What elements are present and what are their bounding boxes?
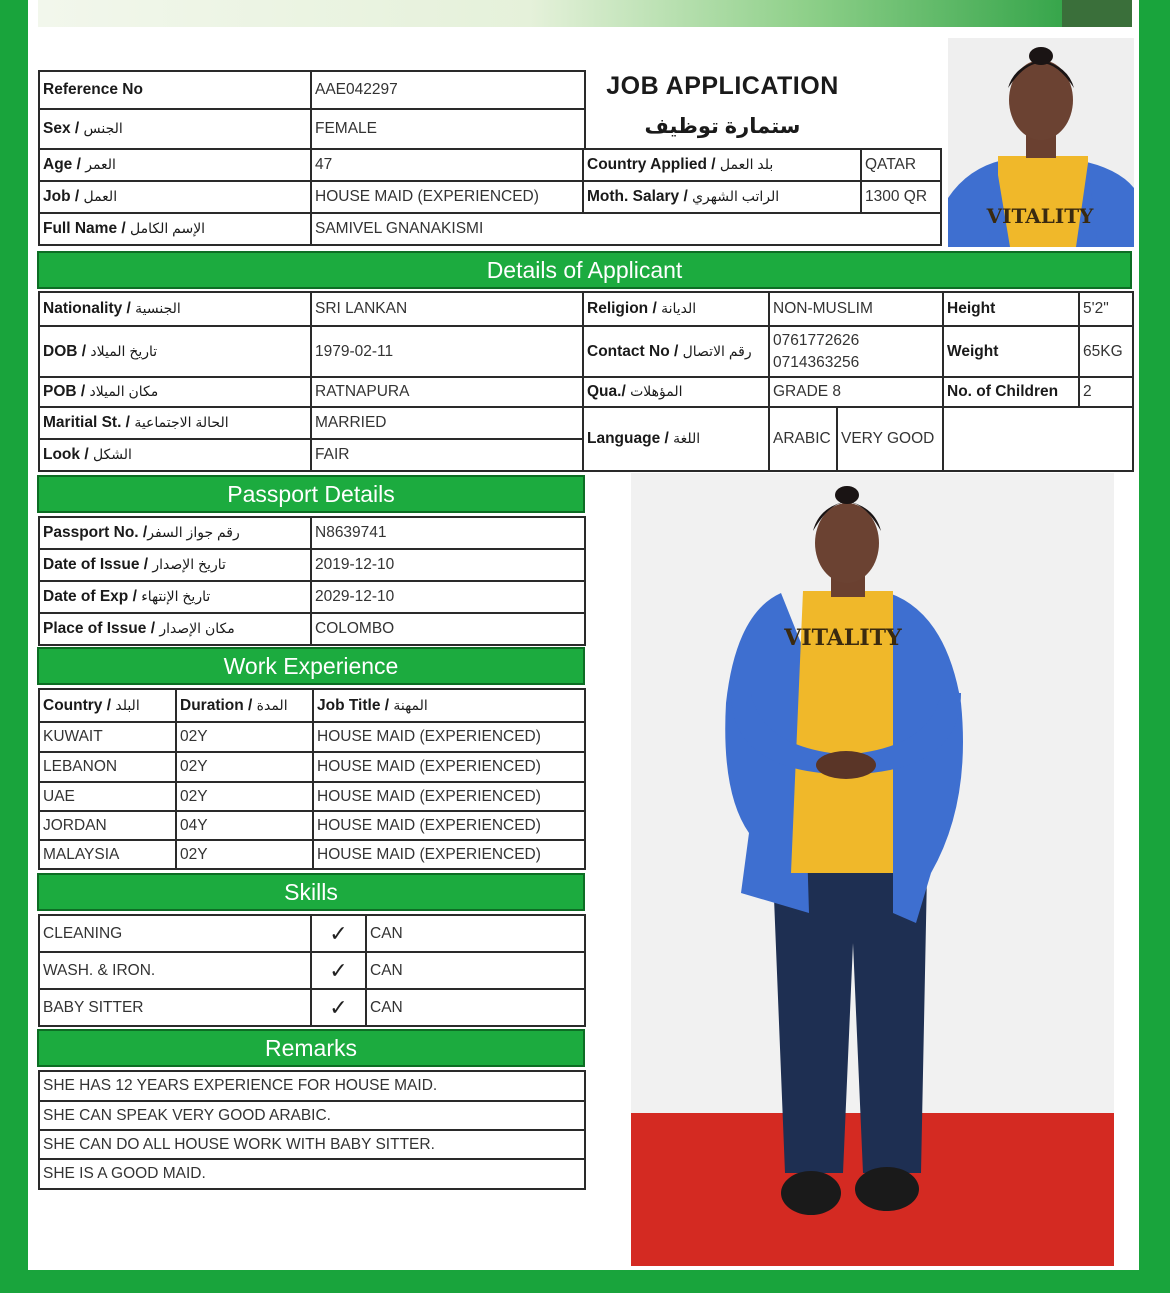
language-value: ARABIC bbox=[769, 407, 837, 471]
marital-value: MARRIED bbox=[311, 407, 583, 439]
remarks-heading: Remarks bbox=[37, 1029, 585, 1067]
children-value: 2 bbox=[1079, 377, 1133, 407]
job-value: HOUSE MAID (EXPERIENCED) bbox=[311, 181, 583, 213]
skills-table bbox=[38, 914, 586, 1027]
country-applied-value: QATAR bbox=[861, 149, 941, 181]
exp-date-label: Date of Exp / تاريخ الإنتهاء bbox=[39, 581, 311, 613]
place-label: Place of Issue / مكان الإصدار bbox=[39, 613, 311, 645]
contact-label: Contact No / رقم الاتصال bbox=[583, 326, 769, 377]
religion-label: Religion / الديانة bbox=[583, 292, 769, 326]
reference-value: AAE042297 bbox=[311, 71, 585, 109]
applicant-photo-full bbox=[631, 473, 1114, 1266]
language-label: Language / اللغة bbox=[583, 407, 769, 471]
table-row bbox=[39, 752, 585, 782]
work-job: HOUSE MAID (EXPERIENCED) bbox=[313, 752, 585, 782]
passport-no-label: Passport No. /رقم جواز السفر bbox=[39, 517, 311, 549]
table-row bbox=[39, 782, 585, 811]
pob-label: POB / مكان الميلاد bbox=[39, 377, 311, 407]
pob-value: RATNAPURA bbox=[311, 377, 583, 407]
work-country: UAE bbox=[39, 782, 176, 811]
table-row bbox=[39, 811, 585, 840]
table-row bbox=[39, 915, 585, 952]
sex-label: Sex / الجنس bbox=[39, 109, 311, 149]
full-name-label: Full Name / الإسم الكامل bbox=[39, 213, 311, 245]
height-value: 5'2" bbox=[1079, 292, 1133, 326]
work-country: JORDAN bbox=[39, 811, 176, 840]
check-icon: ✓ bbox=[311, 952, 366, 989]
work-country: KUWAIT bbox=[39, 722, 176, 752]
skill-status: CAN bbox=[366, 952, 585, 989]
work-duration: 04Y bbox=[176, 811, 313, 840]
work-col-duration: Duration / المدة bbox=[176, 689, 313, 722]
page-title: JOB APPLICATION bbox=[606, 72, 839, 100]
table-row bbox=[39, 840, 585, 869]
details-heading: Details of Applicant bbox=[37, 251, 1132, 289]
work-country: LEBANON bbox=[39, 752, 176, 782]
weight-label: Weight bbox=[943, 326, 1079, 377]
table-row bbox=[39, 952, 585, 989]
empty-cell bbox=[943, 407, 1133, 471]
check-icon: ✓ bbox=[311, 989, 366, 1026]
work-col-country: Country / البلد bbox=[39, 689, 176, 722]
issue-date-value: 2019-12-10 bbox=[311, 549, 585, 581]
work-job: HOUSE MAID (EXPERIENCED) bbox=[313, 811, 585, 840]
language-level: VERY GOOD bbox=[837, 407, 943, 471]
dob-label: DOB / تاريخ الميلاد bbox=[39, 326, 311, 377]
work-country: MALAYSIA bbox=[39, 840, 176, 869]
table-row bbox=[39, 722, 585, 752]
remark-line: SHE IS A GOOD MAID. bbox=[39, 1159, 585, 1189]
work-job: HOUSE MAID (EXPERIENCED) bbox=[313, 840, 585, 869]
country-applied-label: Country Applied / بلد العمل bbox=[583, 149, 861, 181]
qualification-value: GRADE 8 bbox=[769, 377, 943, 407]
height-label: Height bbox=[943, 292, 1079, 326]
age-label: Age / العمر bbox=[39, 149, 311, 181]
shirt-text-big: VITALITY bbox=[784, 625, 902, 651]
passport-heading: Passport Details bbox=[37, 475, 585, 513]
page-title-arabic: ستمارة توظيف bbox=[644, 115, 801, 138]
skill-name: WASH. & IRON. bbox=[39, 952, 311, 989]
sex-value: FEMALE bbox=[311, 109, 585, 149]
look-label: Look / الشكل bbox=[39, 439, 311, 471]
dob-value: 1979-02-11 bbox=[311, 326, 583, 377]
look-value: FAIR bbox=[311, 439, 583, 471]
header-table bbox=[38, 70, 586, 150]
work-duration: 02Y bbox=[176, 840, 313, 869]
salary-label: Moth. Salary / الراتب الشهري bbox=[583, 181, 861, 213]
skill-status: CAN bbox=[366, 989, 585, 1026]
remark-line: SHE HAS 12 YEARS EXPERIENCE FOR HOUSE MAID. bbox=[39, 1071, 585, 1101]
marital-label: Maritial St. / الحالة الاجتماعية bbox=[39, 407, 311, 439]
remark-line: SHE CAN DO ALL HOUSE WORK WITH BABY SITTER. bbox=[39, 1130, 585, 1159]
passport-no-value: N8639741 bbox=[311, 517, 585, 549]
place-value: COLOMBO bbox=[311, 613, 585, 645]
work-col-job: Job Title / المهنة bbox=[313, 689, 585, 722]
age-value: 47 bbox=[311, 149, 583, 181]
full-name-value: SAMIVEL GNANAKISMI bbox=[311, 213, 941, 245]
remarks-table bbox=[38, 1070, 586, 1190]
passport-table bbox=[38, 516, 586, 646]
table-row bbox=[39, 989, 585, 1026]
contact-value: 0761772626 0714363256 bbox=[769, 326, 943, 377]
issue-date-label: Date of Issue / تاريخ الإصدار bbox=[39, 549, 311, 581]
skill-name: BABY SITTER bbox=[39, 989, 311, 1026]
reference-label: Reference No bbox=[39, 71, 311, 109]
details-table bbox=[38, 291, 1134, 472]
salary-value: 1300 QR bbox=[861, 181, 941, 213]
job-label: Job / العمل bbox=[39, 181, 311, 213]
nationality-label: Nationality / الجنسية bbox=[39, 292, 311, 326]
children-label: No. of Children bbox=[943, 377, 1079, 407]
work-job: HOUSE MAID (EXPERIENCED) bbox=[313, 722, 585, 752]
work-heading: Work Experience bbox=[37, 647, 585, 685]
header-table-2 bbox=[38, 148, 942, 246]
work-table bbox=[38, 688, 586, 870]
top-banner bbox=[38, 0, 1132, 27]
weight-value: 65KG bbox=[1079, 326, 1133, 377]
work-duration: 02Y bbox=[176, 722, 313, 752]
nationality-value: SRI LANKAN bbox=[311, 292, 583, 326]
skills-heading: Skills bbox=[37, 873, 585, 911]
shirt-text-small: VITALITY bbox=[986, 204, 1094, 228]
work-job: HOUSE MAID (EXPERIENCED) bbox=[313, 782, 585, 811]
exp-date-value: 2029-12-10 bbox=[311, 581, 585, 613]
work-duration: 02Y bbox=[176, 782, 313, 811]
check-icon: ✓ bbox=[311, 915, 366, 952]
qualification-label: Qua./ المؤهلات bbox=[583, 377, 769, 407]
skill-status: CAN bbox=[366, 915, 585, 952]
work-duration: 02Y bbox=[176, 752, 313, 782]
applicant-photo-small bbox=[948, 38, 1134, 247]
remark-line: SHE CAN SPEAK VERY GOOD ARABIC. bbox=[39, 1101, 585, 1130]
religion-value: NON-MUSLIM bbox=[769, 292, 943, 326]
skill-name: CLEANING bbox=[39, 915, 311, 952]
